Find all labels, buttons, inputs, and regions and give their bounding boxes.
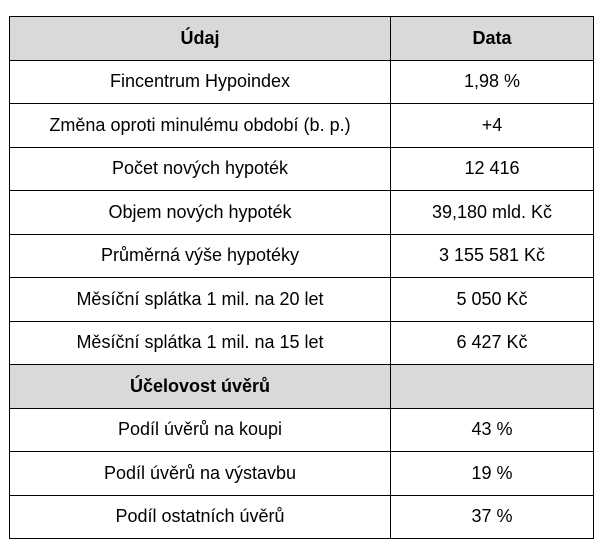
- header-cell-label: Údaj: [10, 17, 391, 61]
- table-row: [10, 321, 594, 365]
- row-label: Změna oproti minulému období (b. p.): [10, 104, 391, 148]
- table-row: [10, 452, 594, 496]
- row-value: 1,98 %: [391, 60, 594, 104]
- row-value: 43 %: [391, 408, 594, 452]
- table-row: [10, 495, 594, 539]
- row-value: 39,180 mld. Kč: [391, 191, 594, 235]
- table-row: [10, 147, 594, 191]
- row-label: Podíl úvěrů na výstavbu: [10, 452, 391, 496]
- row-value: 19 %: [391, 452, 594, 496]
- row-label: Objem nových hypoték: [10, 191, 391, 235]
- row-value: 3 155 581 Kč: [391, 234, 594, 278]
- row-label: Podíl úvěrů na koupi: [10, 408, 391, 452]
- row-value: 12 416: [391, 147, 594, 191]
- table-header-row: [10, 17, 594, 61]
- row-label: Měsíční splátka 1 mil. na 20 let: [10, 278, 391, 322]
- row-label: Podíl ostatních úvěrů: [10, 495, 391, 539]
- row-label: Počet nových hypoték: [10, 147, 391, 191]
- mortgage-data-table: [9, 16, 594, 539]
- table-row: [10, 408, 594, 452]
- table-row: [10, 278, 594, 322]
- table-row: [10, 60, 594, 104]
- row-value: +4: [391, 104, 594, 148]
- row-label: Průměrná výše hypotéky: [10, 234, 391, 278]
- row-value: 6 427 Kč: [391, 321, 594, 365]
- row-value: 5 050 Kč: [391, 278, 594, 322]
- row-label: Fincentrum Hypoindex: [10, 60, 391, 104]
- table-row: [10, 234, 594, 278]
- row-label: Měsíční splátka 1 mil. na 15 let: [10, 321, 391, 365]
- row-value: 37 %: [391, 495, 594, 539]
- table-row: [10, 104, 594, 148]
- header-cell-value: Data: [391, 17, 594, 61]
- section-header-row: [10, 365, 594, 409]
- table-row: [10, 191, 594, 235]
- section-header-value: [391, 365, 594, 409]
- section-header-label: Účelovost úvěrů: [10, 365, 391, 409]
